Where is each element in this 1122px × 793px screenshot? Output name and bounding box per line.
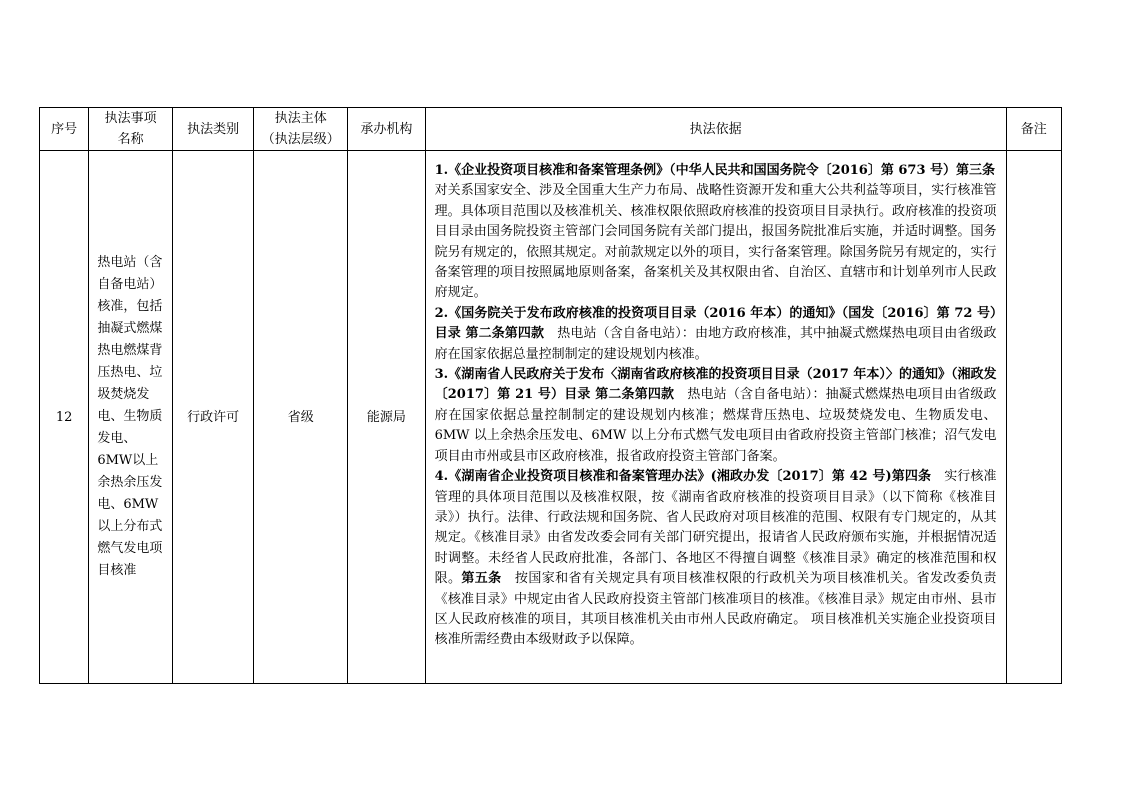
row-item-name xyxy=(89,151,173,684)
header-item-name xyxy=(89,108,173,151)
row-item-name-text: 热电站（含自备电站）核准，包括抽凝式燃煤热电燃煤背压热电、垃圾焚烧发电、生物质发电、6MW以上余热余压发电、6MW 以上分布式燃气发电项目核准 xyxy=(97,255,163,578)
header-basis: 执法依据 xyxy=(425,108,1006,151)
row-agency: 能源局 xyxy=(348,151,426,684)
basis-2-title: 2.《国务院关于发布政府核准的投资项目目录（2016 年本）的通知》（国发〔2016〕第 72 号）目录 第二条第四款 xyxy=(434,305,997,342)
header-subject-line2: （执法层级） xyxy=(261,132,340,147)
basis-1-text: 对关系国家安全、涉及全国重大生产力布局、战略性资源开发和重大公共利益等项目，实行核准管理。具体项目范围以及核准机关、核准权限依照政府核准的投资项目目录执行。政府核准的投资项目目录由国务院投资主管部门会同国务院有关部门提出，报国务院批准后实施，并适时调整。国务院另有规定的，依照其规定。对前款规定以外的项目，实行备案管理。除国务院另有规定的，实行备案管理的项目按照属地原则备案，备案机关及其权限由省、自治区、直辖市和计划单列市人民政府规定。 xyxy=(434,163,1009,301)
basis-paragraph-3 xyxy=(435,365,997,467)
header-item-name-line1: 执法事项 xyxy=(104,111,157,126)
basis-4-text-2: 按国家和省有关规定具有项目核准权限的行政机关为项目核准机关。省发改委负责《核准目录》中规定由省人民政府投资主管部门核准项目的核准。《核准目录》规定由市州、县市区人民政府核准的项目，其项目核准机关由市州人民政府确定。 项目核准机关实施企业投资项目核准所需经费由本级财政予以保障。 xyxy=(434,571,997,648)
basis-3-text: 热电站（含自备电站）：抽凝式燃煤热电项目由省级政府在国家依据总量控制制定的建设规划内核准；燃煤背压热电、垃圾焚烧发电、生物质发电、6MW 以上余热余压发电、6MW 以上分布式燃气发电项目由省政府投资主管部门核准；沼气发电项目由市州或县市区政府核准，报省政府投资主管部门备案。 xyxy=(434,387,997,464)
row-index: 12 xyxy=(40,151,89,684)
basis-4-text: 实行核准管理的具体项目范围以及核准权限，按《湖南省政府核准的投资项目目录》（以下简称《核准目录》）执行。法律、行政法规和国务院、省人民政府对项目核准的范围、权限有专门规定的，从其规定。《核准目录》由省发改委会同有关部门研究提出，报请省人民政府颁布实施，并根据情况适时调整。未经省人民政府批准，各部门、各地区不得擅自调整《核准目录》确定的核准范围和权限。 xyxy=(434,469,997,587)
basis-3-title: 3.《湖南省人民政府关于发布〈湖南省政府核准的投资项目目录（2017 年本）〉的通知》（湘政发〔2017〕第 21 号）目录 第二条第四款 xyxy=(434,367,997,403)
row-category: 行政许可 xyxy=(172,151,254,684)
header-agency: 承办机构 xyxy=(348,108,426,151)
basis-paragraph-4 xyxy=(435,467,997,651)
basis-1-title: 1.《企业投资项目核准和备案管理条例》（中华人民共和国国务院令〔2016〕第 673 号）第三条 xyxy=(434,163,996,178)
basis-paragraph-2 xyxy=(435,304,997,365)
header-remark: 备注 xyxy=(1006,108,1061,151)
row-basis xyxy=(425,151,1009,684)
row-level: 省级 xyxy=(254,151,348,684)
header-category: 执法类别 xyxy=(172,108,254,151)
table-row xyxy=(40,151,1062,684)
header-subject-line1: 执法主体 xyxy=(274,111,327,126)
header-index: 序号 xyxy=(40,108,89,151)
row-remark xyxy=(1006,151,1061,684)
basis-2-text: 热电站（含自备电站）：由地方政府核准，其中抽凝式燃煤热电项目由省级政府在国家依据总量控制制定的建设规划内核准。 xyxy=(434,326,997,362)
table-header-row xyxy=(40,108,1062,151)
header-subject xyxy=(254,108,348,151)
basis-4-title-2: 第五条 xyxy=(461,571,502,587)
law-enforcement-table xyxy=(39,107,1062,684)
header-item-name-line2: 名称 xyxy=(117,132,144,147)
basis-text xyxy=(434,161,1009,651)
basis-paragraph-1 xyxy=(434,161,1009,304)
basis-4-title: 4.《湖南省企业投资项目核准和备案管理办法》(湘政办发〔2017〕第 42 号)第四条 xyxy=(434,469,932,485)
